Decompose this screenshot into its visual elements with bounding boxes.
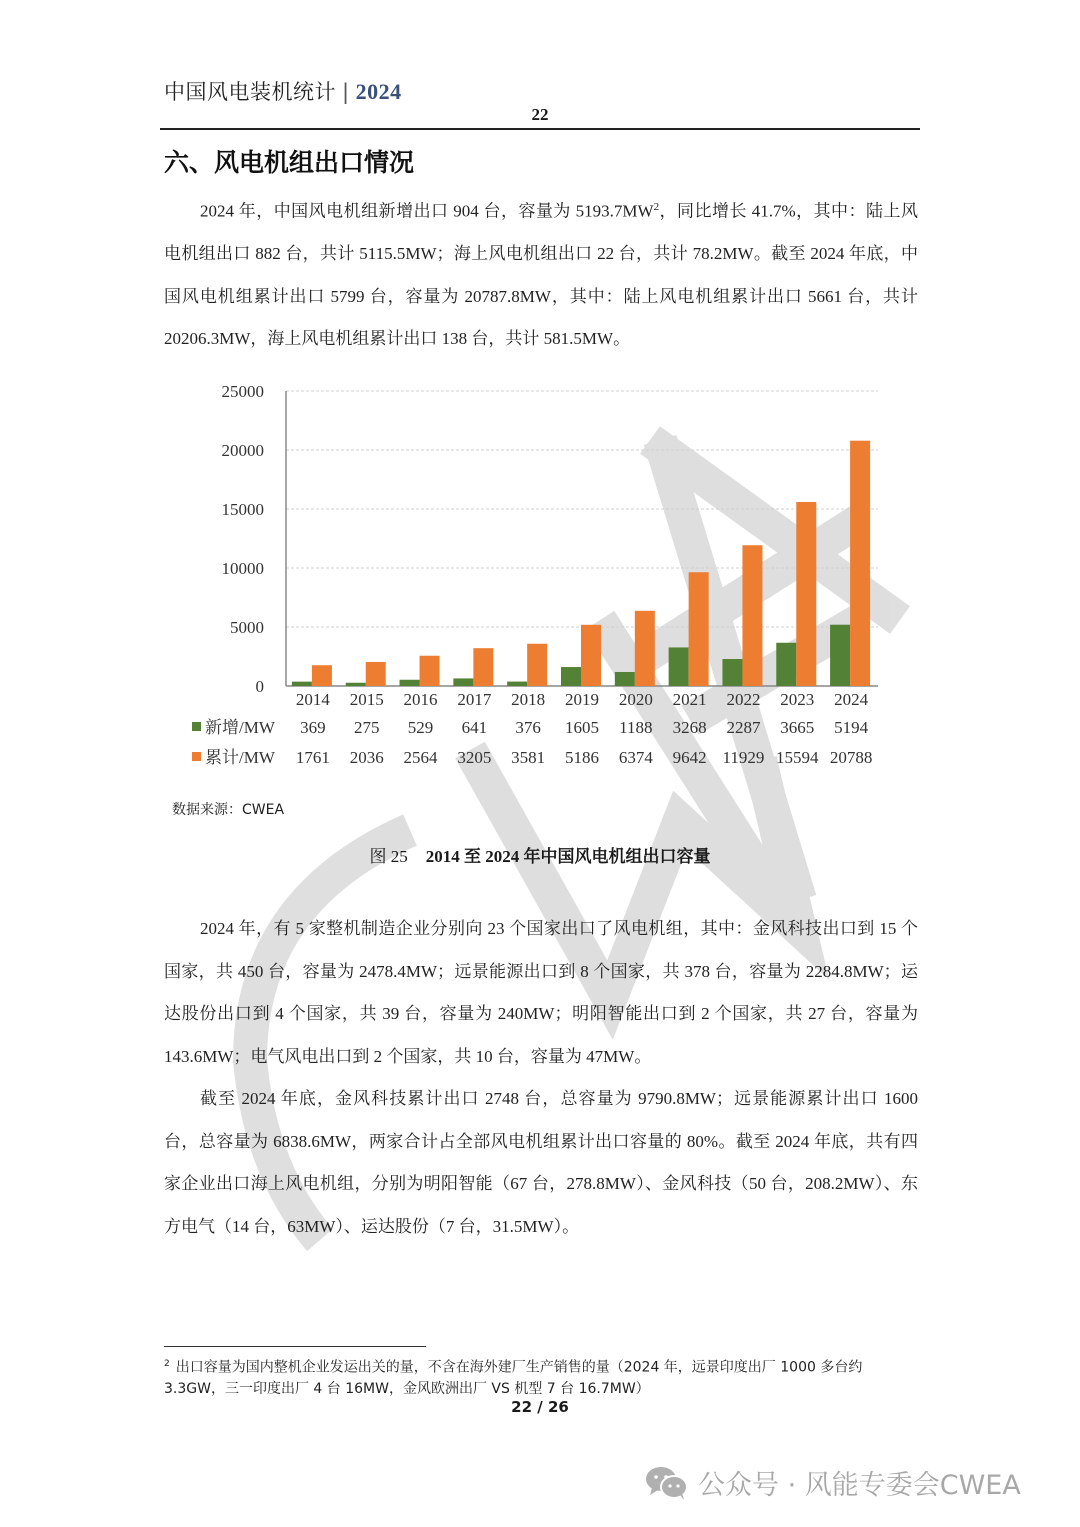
x-tick-label: 2019 <box>565 690 599 709</box>
bar-new <box>346 683 366 686</box>
y-tick-label: 20000 <box>221 441 264 460</box>
bar-new <box>669 647 689 686</box>
x-tick-label: 2016 <box>403 690 438 709</box>
legend-swatch <box>192 752 201 761</box>
bar-new <box>453 678 473 686</box>
data-table-cell: 6374 <box>618 748 653 767</box>
footnote-divider <box>164 1346 426 1347</box>
data-table-cell: 3268 <box>672 718 707 737</box>
legend-label: 累计/MW <box>205 748 275 767</box>
bar-new <box>615 672 635 686</box>
footnote <box>164 1354 924 1400</box>
data-table-cell: 376 <box>515 718 541 737</box>
header-year: 2024 <box>355 79 402 104</box>
figure-title: 2014 至 2024 年中国风电机组出口容量 <box>425 847 711 866</box>
footnote-text: 出口容量为国内整机企业发运出关的量，不含在海外建厂生产销售的量（2024 年，远景印度出厂 1000 多台约 3.3GW，三一印度出厂 4 台 16MW，金风欧洲出厂 VS 机型 7 台 16.7MW） <box>164 1359 863 1397</box>
footnote-marker: 2 <box>164 1359 170 1369</box>
bar-new <box>507 682 527 686</box>
data-table-cell: 2564 <box>403 748 438 767</box>
data-table-cell: 20788 <box>829 748 873 767</box>
paragraph-cumulative-exports: 截至 2024 年底，金风科技累计出口 2748 台，总容量为 9790.8MW；远景能源累计出口 1600 台，总容量为 6838.6MW，两家合计占全部风电机组累计出口容量的 80%。截至 2024 年底，共有四家企业出口海上风电机组，分别为明阳智能（67 台，278.8MW）、金风科技（50 台，208.2MW）、东方电气（14 台，63MW）、运达股份（7 台，31.5MW）。 <box>164 1089 918 1236</box>
bar-new <box>830 625 850 686</box>
data-table-cell: 2036 <box>349 748 384 767</box>
data-table-cell: 5194 <box>834 718 869 737</box>
bar-cumulative <box>689 572 709 686</box>
data-table-cell: 3665 <box>780 718 815 737</box>
y-tick-label: 10000 <box>221 559 264 578</box>
x-tick-label: 2017 <box>457 690 492 709</box>
legend-label: 新增/MW <box>205 718 275 737</box>
header-divider <box>160 128 920 130</box>
bar-cumulative <box>527 644 547 686</box>
bar-cumulative <box>473 648 493 686</box>
data-table-cell: 1188 <box>619 718 653 737</box>
data-table-cell: 2287 <box>726 718 761 737</box>
paragraph-text: ，同比增长 41.7%，其中：陆上风电机组出口 882 台，共计 5115.5MW；海上风电机组出口 22 台，共计 78.2MW。截至 2024 年底，中国风电机组累计出口 5799 台，容量为 20787.8MW，其中：陆上风电机组累计出口 5661 台，共计 20206.3MW，海上风电机组累计出口 138 台，共计 581.5MW。 <box>164 201 918 349</box>
bar-new <box>776 643 796 686</box>
x-tick-label: 2021 <box>672 690 707 709</box>
y-tick-label: 0 <box>255 677 264 696</box>
x-tick-label: 2022 <box>726 690 761 709</box>
x-tick-label: 2024 <box>834 690 869 709</box>
x-tick-label: 2014 <box>295 690 330 709</box>
data-table-cell: 275 <box>353 718 380 737</box>
doc-title: 中国风电装机统计 <box>164 80 336 104</box>
x-tick-label: 2015 <box>349 690 384 709</box>
data-table-cell: 529 <box>407 718 434 737</box>
x-tick-label: 2023 <box>780 690 815 709</box>
bar-cumulative <box>312 665 332 686</box>
data-table-cell: 1761 <box>295 748 330 767</box>
data-table-cell: 15594 <box>776 748 819 767</box>
data-source: 数据来源：CWEA <box>172 802 285 818</box>
pagination: 22 / 26 <box>511 1398 569 1416</box>
figure-number: 图 25 <box>369 847 408 866</box>
bar-cumulative <box>366 662 386 686</box>
data-table-cell: 641 <box>461 718 488 737</box>
x-tick-label: 2020 <box>618 690 653 709</box>
wechat-account-watermark <box>644 1463 1021 1502</box>
data-table-cell: 3581 <box>511 748 546 767</box>
bar-new <box>722 659 742 686</box>
bar-new <box>561 667 581 686</box>
y-tick-label: 5000 <box>230 618 264 637</box>
legend-swatch <box>192 722 201 731</box>
bar-cumulative <box>796 502 816 686</box>
bar-cumulative <box>420 656 440 686</box>
data-table-cell: 1605 <box>565 718 599 737</box>
section-title: 六、风电机组出口情况 <box>164 148 415 177</box>
figure-caption <box>0 842 1080 867</box>
bar-cumulative <box>742 545 762 686</box>
bar-cumulative <box>635 611 655 686</box>
y-tick-label: 25000 <box>221 382 264 401</box>
y-tick-label: 15000 <box>221 500 264 519</box>
export-capacity-bar-chart <box>180 375 900 775</box>
data-table-cell: 3205 <box>457 748 492 767</box>
x-tick-label: 2018 <box>511 690 546 709</box>
bar-cumulative <box>581 625 601 686</box>
paragraph-manufacturers-2024: 2024 年，有 5 家整机制造企业分别向 23 个国家出口了风电机组，其中：金风科技出口到 15 个国家，共 450 台，容量为 2478.4MW；远景能源出口到 8 个国家，共 378 台，容量为 2284.8MW；运达股份出口到 4 个国家，共 39 台，容量为 240MW；明阳智能出口到 2 个国家，共 27 台，容量为 143.6MW；电气风电出口到 2 个国家，共 10 台，容量为 47MW。 <box>164 919 918 1066</box>
bar-new <box>292 682 312 686</box>
document-header-title <box>164 76 402 106</box>
paragraph-text: 2024 年，中国风电机组新增出口 904 台，容量为 5193.7MW <box>200 201 654 221</box>
bar-cumulative <box>850 441 870 686</box>
bar-new <box>400 680 420 686</box>
wechat-icon <box>644 1465 690 1501</box>
wechat-account-label: 公众号 · 风能专委会CWEA <box>698 1470 1021 1501</box>
data-table-cell: 369 <box>300 718 326 737</box>
data-table-cell: 5186 <box>565 748 599 767</box>
paragraph-export-summary <box>164 186 918 361</box>
header-page-number: 22 <box>531 105 549 124</box>
data-table-cell: 9642 <box>672 748 707 767</box>
data-table-cell: 11929 <box>722 748 765 767</box>
footnote-ref[interactable]: 2 <box>653 201 660 213</box>
header-separator: | <box>342 80 350 104</box>
